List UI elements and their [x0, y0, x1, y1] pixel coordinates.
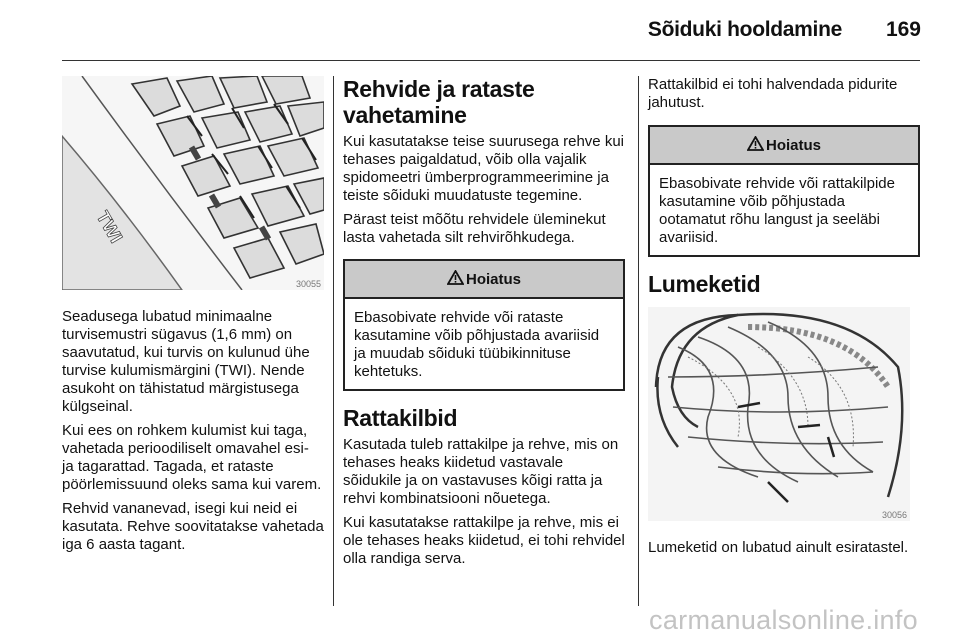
paragraph: Rehvid vananevad, isegi kui neid ei kasutata. Rehve soovitatakse vahetada iga 6 aasta tagant.	[62, 500, 324, 553]
warning-body	[345, 299, 623, 389]
warning-text: Ebasobivate rehvide või rataste kasutamine võib põhjustada avariisid ja muudab sõiduki tüübikinnituse kehtetuks.	[354, 309, 600, 380]
paragraph: Pärast teist mõõtu rehvidele üleminekut lasta vahetada silt rehvirõhkudega.	[343, 211, 606, 246]
section-heading: Lumeketid	[648, 271, 761, 297]
paragraph: Kui ees on rohkem kulumist kui taga, vahetada perioodiliselt omavahel esi- ja tagarattad. Tagada, et rataste pöörlemissuund oleks sama kui varem.	[62, 422, 322, 493]
snow-chains-figure	[648, 307, 910, 521]
warning-title: Hoiatus	[765, 136, 821, 154]
page-number: 169	[885, 18, 921, 41]
warning-text: Ebasobivate rehvide või rattakilpide kasutamine võib põhjustada ootamatut rõhu langust ja seeläbi avariisid.	[659, 175, 895, 246]
column-divider	[333, 76, 334, 606]
twi-label: TWI	[92, 207, 127, 247]
warning-box	[648, 125, 920, 257]
paragraph: Kui kasutatakse rattakilpe ja rehve, mis ei ole tehases heaks kiidetud, ei tohi rehvidel olla randiga serva.	[343, 514, 625, 567]
warning-body	[650, 165, 918, 255]
snow-chains-illustration	[648, 307, 910, 521]
warning-title: Hoiatus	[465, 270, 521, 288]
header-rule	[62, 60, 920, 61]
tire-tread-figure	[62, 76, 324, 290]
paragraph: Lumeketid on lubatud ainult esiratastel.	[648, 539, 909, 556]
column-1	[62, 76, 324, 560]
warning-header	[345, 261, 623, 299]
column-2	[343, 76, 625, 574]
header-title: Sõiduki hooldamine	[647, 18, 842, 41]
section-heading: Rattakilbid	[343, 405, 458, 431]
paragraph: Kasutada tuleb rattakilpe ja rehve, mis on tehases heaks kiidetud vastavale sõidukile ja on vastavuses kõigi ratta ja rehvi kombinatsiooni nõuetega.	[343, 436, 619, 507]
warning-header	[650, 127, 918, 165]
paragraph: Rattakilbid ei tohi halvendada pidurite jahutust.	[648, 76, 898, 111]
warning-box	[343, 259, 625, 391]
figure-number: 30055	[295, 279, 321, 289]
page-header	[0, 0, 960, 60]
section-heading: Rehvide ja rataste vahetamine	[343, 76, 535, 128]
warning-triangle-icon	[447, 270, 464, 289]
figure-number: 30056	[881, 510, 907, 520]
paragraph: Seadusega lubatud minimaalne turvisemustri sügavus (1,6 mm) on saavutatud, kui turvis on kulunud ühe turvise kulumismärgini (TWI). Nende asukoht on tähistatud märgistusega külgseinal.	[62, 308, 310, 415]
watermark: carmanualsonline.info	[649, 605, 918, 635]
column-divider	[638, 76, 639, 606]
tire-tread-illustration	[62, 76, 324, 290]
column-3	[648, 76, 920, 563]
warning-triangle-icon	[747, 136, 764, 155]
paragraph: Kui kasutatakse teise suurusega rehve kui tehases paigaldatud, võib olla vajalik spidomeetri ümberprogrammeerimine ja teiste sõiduki muudatuste tegemine.	[343, 133, 624, 204]
